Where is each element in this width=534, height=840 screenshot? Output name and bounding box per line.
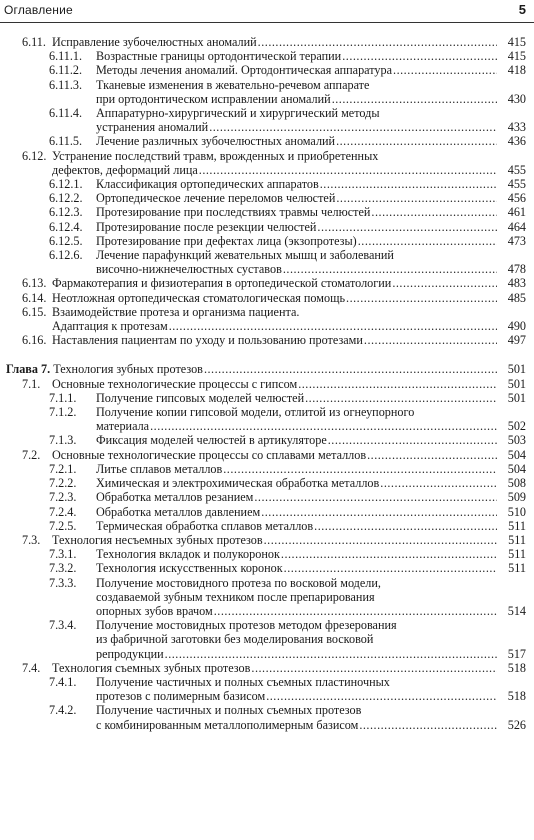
dot-leader: [284, 561, 497, 575]
toc-entry: [0, 462, 534, 476]
toc-entry-number: 7.3.4.: [49, 618, 80, 633]
toc-entry-title: Адаптация к протезам: [52, 319, 168, 334]
page-number: 5: [518, 2, 526, 17]
toc-entry-number: 7.1.: [22, 376, 44, 391]
dot-leader: [251, 661, 497, 675]
page-header: [0, 0, 534, 23]
toc-entry-title: Неотложная ортопедическая стоматологическая помощь: [52, 290, 346, 305]
toc-entry-number: 7.2.: [22, 447, 44, 462]
toc-entry-title: репродукции: [96, 646, 164, 661]
toc-entry-number: 7.2.4.: [49, 504, 80, 519]
toc-entry: [0, 448, 534, 462]
toc-page-number: 503: [507, 433, 526, 448]
toc-entry-number: 6.12.2.: [49, 191, 86, 206]
toc-entry-title: Обработка металлов резанием: [96, 490, 254, 505]
toc-entry-title: опорных зубов врачом: [96, 603, 213, 618]
toc-entry-number: 7.4.1.: [49, 674, 80, 689]
toc-entry-title: Технология несъемных зубных протезов: [52, 532, 263, 547]
dot-leader: [392, 276, 497, 290]
dot-leader: [266, 689, 497, 703]
dot-leader: [314, 519, 497, 533]
toc-page-number: 504: [507, 461, 526, 476]
toc-entry-title: Получение мостовидного протеза по восковой модели,: [96, 575, 381, 590]
dot-leader: [165, 647, 497, 661]
toc-entry: [0, 362, 534, 376]
toc-page-number: 497: [507, 333, 526, 348]
toc-entry: [0, 433, 534, 447]
toc-entry-number: 7.3.2.: [49, 561, 80, 576]
dot-leader: [317, 220, 497, 234]
toc-entry-title: Возрастные границы ортодонтической терапии: [96, 49, 342, 64]
toc-page-number: 483: [507, 276, 526, 291]
toc-page-number: 461: [507, 205, 526, 220]
toc-entry-title: Ортопедическое лечение переломов челюстей: [96, 191, 336, 206]
toc-page-number: 415: [507, 49, 526, 64]
toc-entry-number: 6.14.: [22, 290, 50, 305]
toc-page-number: 436: [507, 134, 526, 149]
toc-entry-title: создаваемой зубным техником после препарирования: [96, 589, 375, 604]
dot-leader: [199, 163, 497, 177]
toc-page-number: 501: [507, 362, 526, 377]
toc-entry-number: 6.12.3.: [49, 205, 86, 220]
toc-entry-title: височно-нижнечелюстных суставов: [96, 262, 282, 277]
toc-entry-title: Протезирование при последствиях травмы челюстей: [96, 205, 371, 220]
toc-entry: [0, 490, 534, 504]
dot-leader: [204, 362, 497, 376]
dot-leader: [214, 604, 497, 618]
toc-entry-title: Получение копии гипсовой модели, отлитой из огнеупорного: [96, 405, 415, 420]
toc-entry-number: 7.2.5.: [49, 518, 80, 533]
toc-entry-title: Получение гипсовых моделей челюстей: [96, 390, 305, 405]
toc-entry: [0, 505, 534, 519]
toc-entry-title: с комбинированным металлополимерным базисом: [96, 717, 359, 732]
toc-entry: [0, 333, 534, 347]
toc-entry-title: Обработка металлов давлением: [96, 504, 261, 519]
toc-page-number: 502: [507, 419, 526, 434]
toc-entry: [0, 49, 534, 63]
toc-entry-number: Глава 7.: [6, 362, 54, 377]
dot-leader: [298, 377, 497, 391]
toc-entry-title: Фиксация моделей челюстей в артикуляторе: [96, 433, 327, 448]
toc-entry-title: Технология вкладок и полукоронок: [96, 547, 280, 562]
dot-leader: [254, 490, 497, 504]
toc-page-number: 526: [507, 717, 526, 732]
toc-page-number: 508: [507, 476, 526, 491]
toc-page-number: 510: [507, 504, 526, 519]
toc-entry: [0, 35, 534, 49]
toc-entry: [0, 618, 534, 661]
toc-entry: [0, 291, 534, 305]
toc-entry-title: Протезирование при дефектах лица (экзопротезы): [96, 233, 357, 248]
toc-entry-number: 6.12.1.: [49, 177, 86, 192]
toc-entry-title: Литье сплавов металлов: [96, 461, 223, 476]
toc-entry: [0, 405, 534, 433]
toc-entry-number: 7.4.2.: [49, 703, 80, 718]
toc-entry-title: материала: [96, 419, 150, 434]
dot-leader: [281, 547, 497, 561]
toc-entry-title: Термическая обработка сплавов металлов: [96, 518, 314, 533]
dot-leader: [283, 262, 497, 276]
toc-entry: [0, 191, 534, 205]
dot-leader: [223, 462, 497, 476]
toc-entry: [0, 533, 534, 547]
dot-leader: [359, 718, 497, 732]
toc-entry: [0, 78, 534, 106]
toc-entry-title: Тканевые изменения в жевательно-речевом аппарате: [96, 77, 370, 92]
toc-entry: [0, 149, 534, 177]
toc-entry: [0, 661, 534, 675]
dot-leader: [264, 533, 497, 547]
toc-entry-number: 7.3.1.: [49, 547, 80, 562]
toc-entry-number: 6.15.: [22, 304, 50, 319]
toc-entry-title: при ортодонтическом исправлении аномалий: [96, 91, 331, 106]
dot-leader: [328, 433, 497, 447]
dot-leader: [346, 291, 497, 305]
toc-entry-title: дефектов, деформаций лица: [52, 162, 198, 177]
toc-entry: [0, 63, 534, 77]
dot-leader: [367, 448, 497, 462]
toc-entry-number: 7.3.3.: [49, 575, 80, 590]
toc-entry-title: Получение частичных и полных съемных пластиночных: [96, 674, 390, 689]
toc-entry: [0, 134, 534, 148]
toc-page-number: 455: [507, 162, 526, 177]
toc-page-number: 433: [507, 120, 526, 135]
toc-entry-title: Аппаратурно-хирургический и хирургический методы: [96, 106, 380, 121]
toc-entry-title: Получение частичных и полных съемных протезов: [96, 703, 362, 718]
toc-page-number: 415: [507, 35, 526, 49]
toc-entry: [0, 220, 534, 234]
toc-entry: [0, 377, 534, 391]
toc-page-number: 511: [508, 518, 526, 533]
toc-entry-number: 6.11.2.: [49, 63, 86, 78]
toc-entry-title: Исправление зубочелюстных аномалий: [52, 35, 257, 49]
dot-leader: [380, 476, 497, 490]
toc-entry-number: 7.2.1.: [49, 461, 80, 476]
toc-entry: [0, 391, 534, 405]
toc-page-number: 485: [507, 290, 526, 305]
toc-entry: [0, 675, 534, 703]
toc-entry-title: протезов с полимерным базисом: [96, 689, 266, 704]
toc-entry-title: из фабричной заготовки без моделирования восковой: [96, 632, 374, 647]
dot-leader: [150, 419, 497, 433]
dot-leader: [169, 319, 497, 333]
toc-entry-number: 7.3.: [22, 532, 44, 547]
toc-entry-number: 6.12.6.: [49, 248, 86, 263]
dot-leader: [258, 35, 497, 49]
toc-page-number: 501: [507, 376, 526, 391]
toc-entry-title: Устранение последствий травм, врожденных и приобретенных: [52, 148, 379, 163]
toc-page-number: 490: [507, 319, 526, 334]
toc-page-number: 514: [507, 603, 526, 618]
table-of-contents: [0, 35, 534, 732]
toc-page-number: 464: [507, 219, 526, 234]
dot-leader: [332, 92, 497, 106]
toc-entry: [0, 205, 534, 219]
toc-entry-title: Получение мостовидных протезов методом фрезерования: [96, 618, 397, 633]
dot-leader: [371, 205, 497, 219]
toc-entry-number: 6.12.5.: [49, 233, 86, 248]
toc-entry-number: 6.11.4.: [49, 106, 86, 121]
toc-page-number: 473: [507, 233, 526, 248]
dot-leader: [261, 505, 497, 519]
toc-page-number: 455: [507, 177, 526, 192]
toc-entry: [0, 547, 534, 561]
toc-entry-title: Лечение парафункций жевательных мышц и заболеваний: [96, 248, 394, 263]
toc-entry-number: 7.1.2.: [49, 405, 80, 420]
toc-entry-title: Лечение различных зубочелюстных аномалий: [96, 134, 336, 149]
toc-entry-title: Методы лечения аномалий. Ортодонтическая аппаратура: [96, 63, 393, 78]
dot-leader: [336, 134, 497, 148]
toc-entry-number: 6.11.: [22, 35, 49, 49]
toc-entry-number: 7.1.3.: [49, 433, 80, 448]
toc-entry: [0, 248, 534, 276]
toc-entry: [0, 703, 534, 731]
toc-entry: [0, 305, 534, 333]
toc-entry-title: Технология зубных протезов: [53, 362, 203, 377]
toc-entry: [0, 576, 534, 619]
toc-entry-number: 7.4.: [22, 660, 44, 675]
dot-leader: [320, 177, 497, 191]
toc-entry: [0, 234, 534, 248]
toc-entry-title: Основные технологические процессы со сплавами металлов: [52, 447, 367, 462]
toc-entry-title: Взаимодействие протеза и организма пациента.: [52, 304, 300, 319]
toc-entry: [0, 276, 534, 290]
toc-entry: [0, 177, 534, 191]
toc-page-number: 430: [507, 91, 526, 106]
toc-entry-title: устранения аномалий: [96, 120, 209, 135]
toc-page-number: 511: [508, 547, 526, 562]
dot-leader: [393, 63, 497, 77]
toc-entry-title: Технология съемных зубных протезов: [52, 660, 251, 675]
dot-leader: [336, 191, 497, 205]
toc-entry-title: Основные технологические процессы с гипсом: [52, 376, 298, 391]
toc-page-number: 501: [507, 390, 526, 405]
toc-page-number: 511: [508, 561, 526, 576]
toc-entry-title: Фармакотерапия и физиотерапия в ортопедической стоматологии: [52, 276, 392, 291]
toc-page-number: 478: [507, 262, 526, 277]
toc-entry: [0, 106, 534, 134]
running-title: Оглавление: [4, 3, 73, 17]
toc-page-number: 517: [507, 646, 526, 661]
toc-entry-number: 6.11.3.: [49, 77, 86, 92]
dot-leader: [364, 333, 497, 347]
toc-page-number: 518: [507, 660, 526, 675]
toc-entry-number: 7.1.1.: [49, 390, 80, 405]
toc-entry-number: 6.13.: [22, 276, 50, 291]
dot-leader: [342, 49, 497, 63]
toc-entry-title: Классификация ортопедических аппаратов: [96, 177, 319, 192]
toc-entry-number: 7.2.2.: [49, 476, 80, 491]
toc-entry-title: Наставления пациентам по уходу и пользованию протезами: [52, 333, 363, 348]
toc-entry-title: Протезирование после резекции челюстей: [96, 219, 317, 234]
toc-entry: [0, 561, 534, 575]
toc-page-number: 456: [507, 191, 526, 206]
toc-entry-title: Технология искусственных коронок: [96, 561, 283, 576]
toc-entry-title: Химическая и электрохимическая обработка металлов: [96, 476, 380, 491]
toc-page-number: 418: [507, 63, 526, 78]
toc-entry-number: 6.11.5.: [49, 134, 86, 149]
toc-entry-number: 6.16.: [22, 333, 50, 348]
dot-leader: [305, 391, 497, 405]
dot-leader: [209, 120, 497, 134]
toc-page-number: 504: [507, 447, 526, 462]
toc-entry: [0, 519, 534, 533]
toc-entry-number: 6.11.1.: [49, 49, 86, 64]
toc-entry-number: 6.12.4.: [49, 219, 86, 234]
toc-page-number: 509: [507, 490, 526, 505]
toc-entry: [0, 476, 534, 490]
toc-entry-number: 7.2.3.: [49, 490, 80, 505]
toc-entry-number: 6.12.: [22, 148, 50, 163]
dot-leader: [358, 234, 497, 248]
toc-page-number: 511: [508, 532, 526, 547]
toc-page-number: 518: [507, 689, 526, 704]
